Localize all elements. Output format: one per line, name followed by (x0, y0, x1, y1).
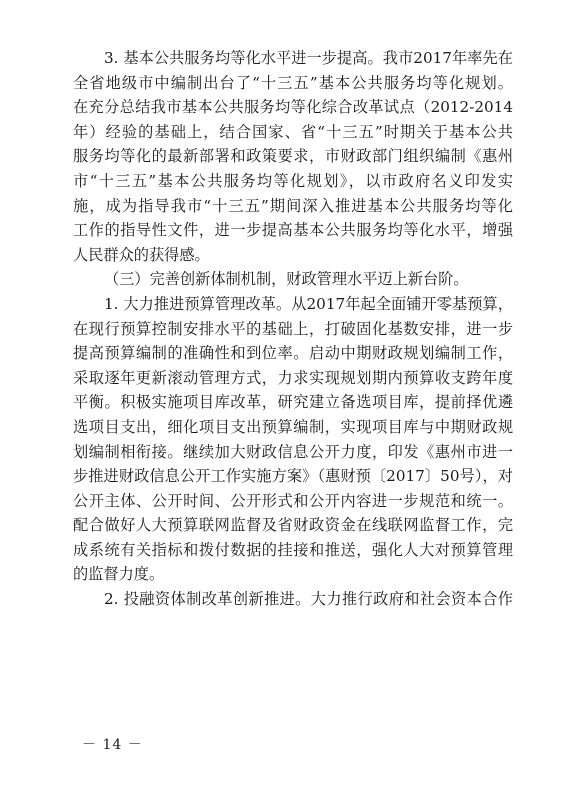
text-line: 划编制相衔接。继续加大财政信息公开力度，印发《惠州市进一 (73, 442, 513, 461)
text-line: 人民群众的获得感。 (73, 245, 210, 264)
text-line: 在充分总结我市基本公共服务均等化综合改革试点（2012-2014 (73, 98, 513, 117)
text-line: 施，成为指导我市“十三五”期间深入推进基本公共服务均等化 (73, 196, 513, 215)
text-line: 采取逐年更新滚动管理方式，力求实现规划期内预算收支跨年度 (73, 368, 513, 387)
text-line: 步推进财政信息公开工作实施方案》（惠财预〔2017〕50号），对 (73, 467, 513, 486)
text-line: 公开主体、公开时间、公开形式和公开内容进一步规范和统一。 (73, 491, 513, 510)
text-line: 平衡。积极实施项目库改革，研究建立备选项目库，提前择优遴 (73, 393, 513, 412)
text-line: 在现行预算控制安排水平的基础上，打破固化基数安排，进一步 (73, 319, 513, 338)
paragraph-budget-reform (73, 292, 513, 587)
text-line: 全省地级市中编制出台了“十三五”基本公共服务均等化规划。 (73, 73, 513, 92)
text-line: 选项目支出，细化项目支出预算编制，实现项目库与中期财政规 (73, 417, 513, 436)
paragraph-basic-public-services (73, 46, 513, 267)
section-heading: （三）完善创新体制机制，财政管理水平迈上新台阶。 (104, 270, 469, 289)
text-line: 服务均等化的最新部署和政策要求，市财政部门组织编制《惠州 (73, 147, 513, 166)
text-line: 市“十三五”基本公共服务均等化规划》，以市政府名义印发实 (73, 171, 513, 190)
text-line: 工作的指导性文件，进一步提高基本公共服务均等化水平，增强 (73, 221, 513, 240)
text-line: 成系统有关指标和拨付数据的挂接和推送，强化人大对预算管理 (73, 540, 513, 559)
page-number: － 14 － (82, 737, 143, 753)
text-line: 的监督力度。 (73, 565, 165, 584)
text-line: 提高预算编制的准确性和到位率。启动中期财政规划编制工作， (73, 344, 513, 363)
text-line: 3. 基本公共服务均等化水平进一步提高。我市2017年率先在 (104, 49, 513, 67)
text-line: 1. 大力推进预算管理改革。从2017年起全面铺开零基预算， (104, 294, 513, 313)
text-line: 年）经验的基础上，结合国家、省“十三五”时期关于基本公共 (73, 122, 513, 141)
text-line: 2. 投融资体制改革创新推进。大力推行政府和社会资本合作 (104, 590, 513, 609)
text-line: 配合做好人大预算联网监督及省财政资金在线联网监督工作，完 (73, 516, 513, 535)
body-text (73, 46, 513, 612)
paragraph-investment-reform (73, 587, 513, 612)
